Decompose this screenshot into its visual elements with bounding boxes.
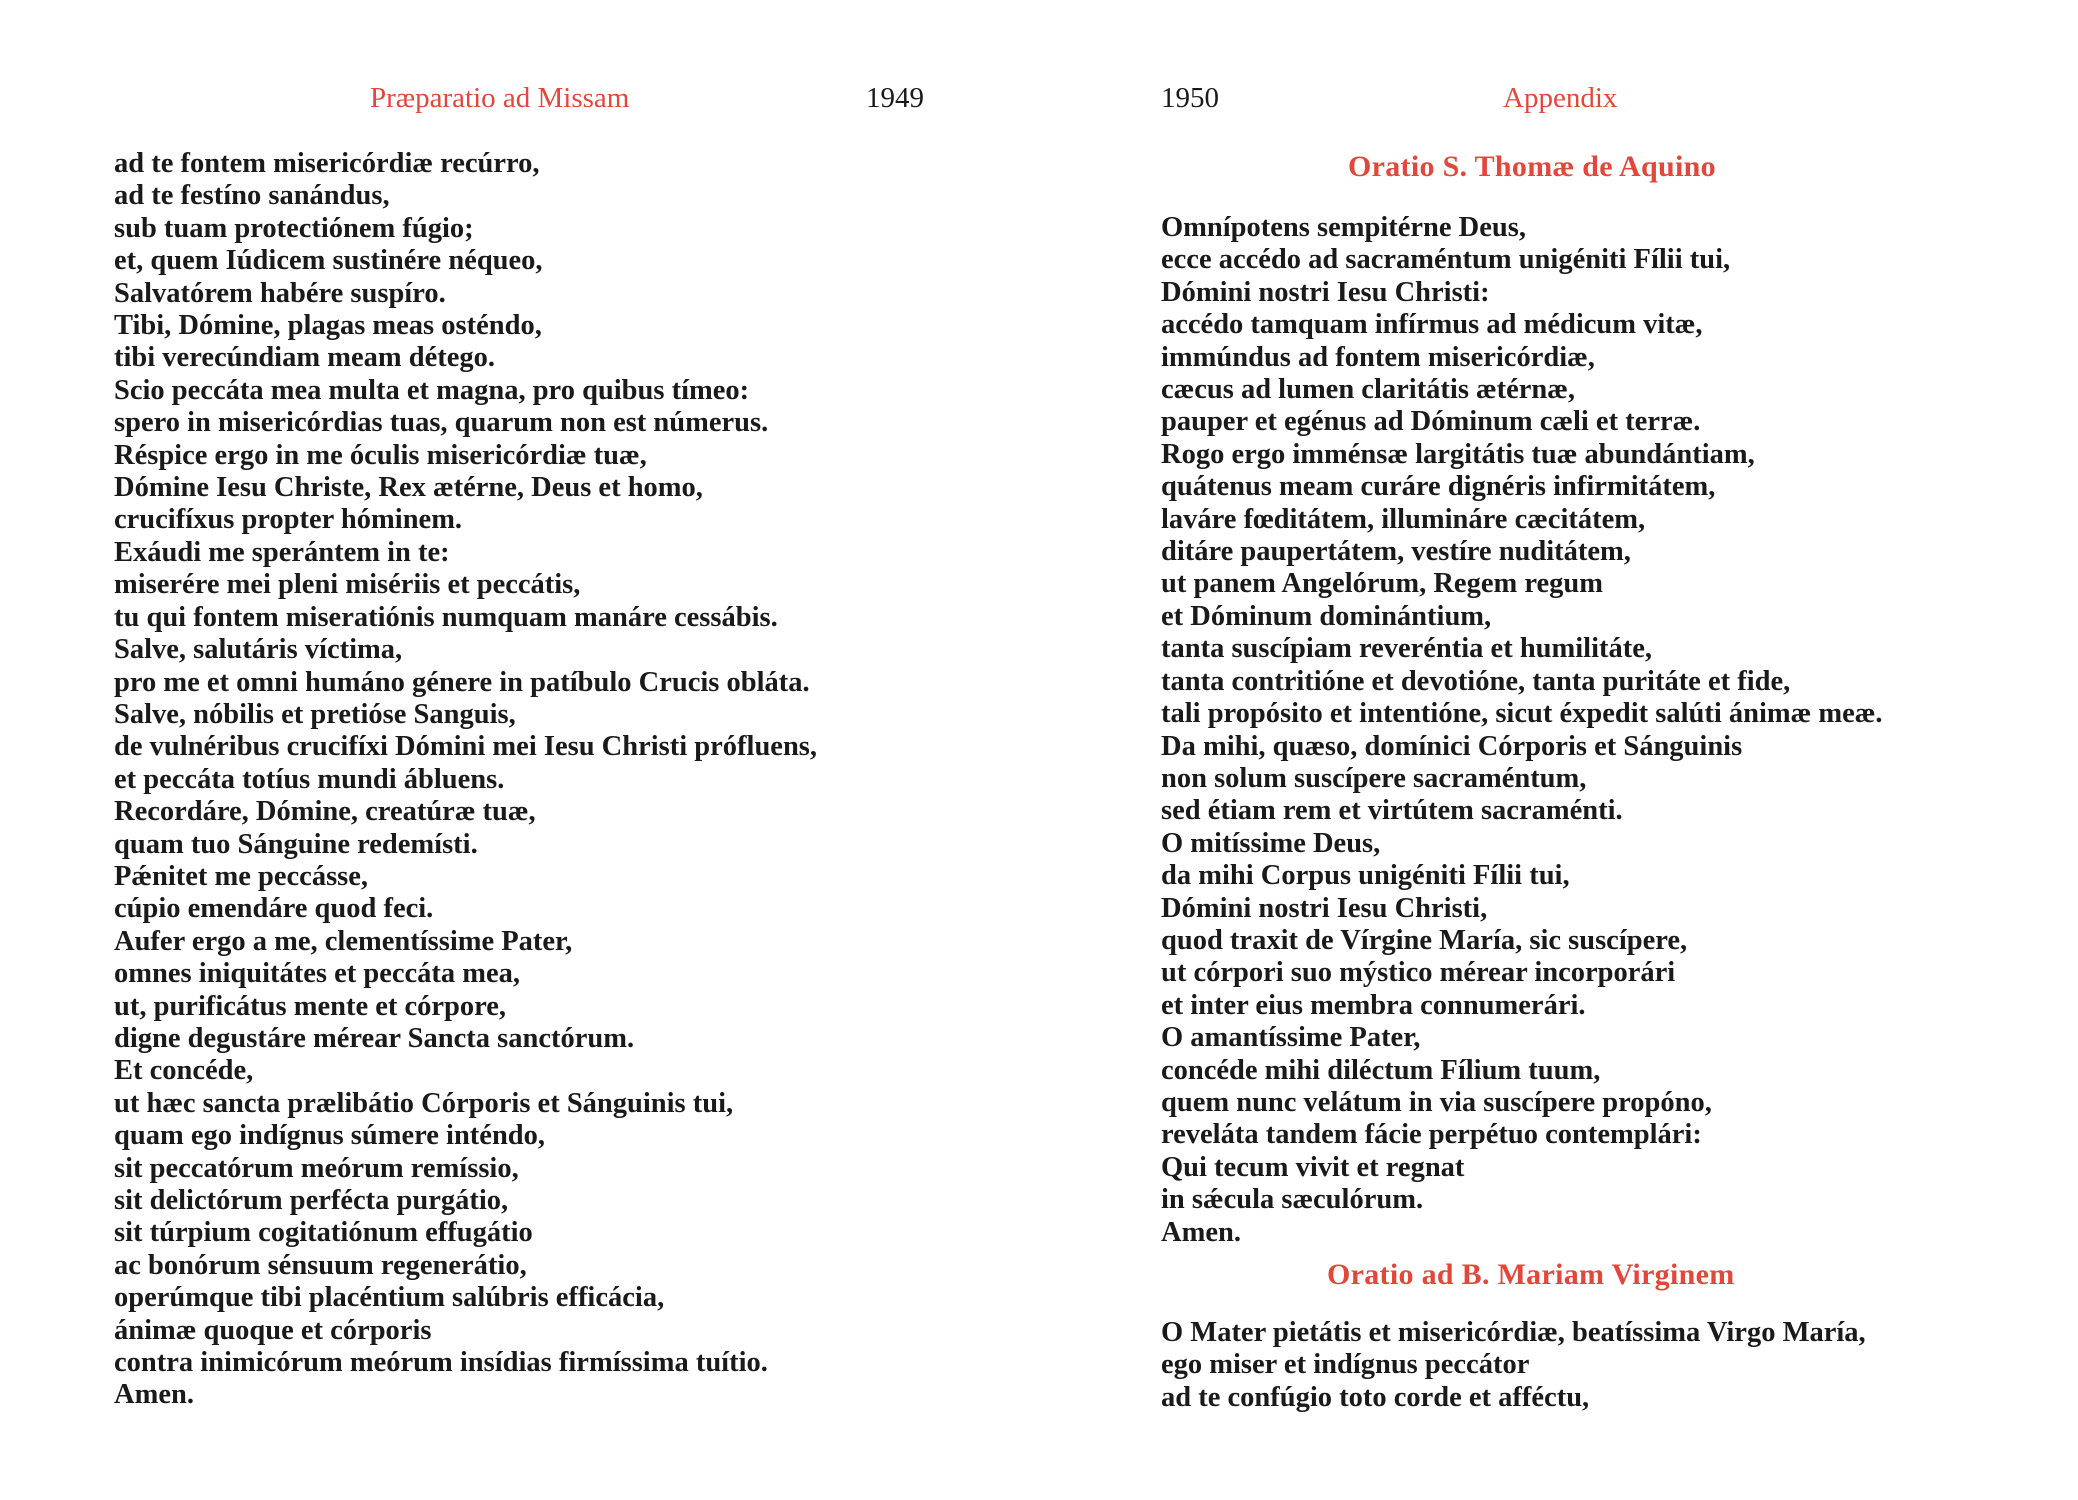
text-line: pauper et egénus ad Dóminum cæli et terræ.	[1161, 406, 1701, 438]
text-line: laváre fœditátem, illumináre cæcitátem,	[1161, 503, 1646, 535]
text-line: O mitíssime Deus,	[1161, 827, 1381, 859]
text-line: Amen.	[1161, 1216, 1241, 1248]
text-line: tu qui fontem miseratiónis numquam manáre cessábis.	[114, 601, 778, 633]
section-title: Oratio ad B. Mariam Virginem	[1327, 1258, 1735, 1291]
text-line: ut, purificátus mente et córpore,	[114, 990, 507, 1022]
text-line: tanta contritióne et devotióne, tanta puritáte et fide,	[1161, 665, 1791, 697]
text-line: reveláta tandem fácie perpétuo contemplári:	[1161, 1119, 1702, 1151]
text-line: Réspice ergo in me óculis misericórdiæ tuæ,	[114, 439, 647, 471]
text-line: Aufer ergo a me, clementíssime Pater,	[114, 925, 573, 957]
text-line: Qui tecum vivit et regnat	[1161, 1151, 1465, 1183]
text-line: da mihi Corpus unigéniti Fílii tui,	[1161, 860, 1570, 892]
text-line: Salve, salutáris víctima,	[114, 634, 403, 666]
text-line: Tibi, Dómine, plagas meas osténdo,	[114, 310, 542, 342]
text-line: Salvatórem habére suspíro.	[114, 277, 446, 309]
right-page	[1039, 0, 2078, 1500]
text-line: et peccáta totíus mundi ábluens.	[114, 763, 505, 795]
text-line: crucifíxus propter hóminem.	[114, 504, 463, 536]
text-line: ad te fontem misericórdiæ recúrro,	[114, 148, 540, 179]
text-line: Pǽnitet me peccásse,	[114, 860, 369, 892]
text-line: ac bonórum sénsuum regenerátio,	[114, 1249, 527, 1281]
page-number: 1950	[1161, 82, 1219, 114]
text-line: ut córpori suo mýstico mérear incorporári	[1161, 957, 1676, 989]
text-line: concéde mihi diléctum Fílium tuum,	[1161, 1054, 1601, 1086]
text-line: in sǽcula sæculórum.	[1161, 1184, 1424, 1216]
text-line: de vulnéribus crucifíxi Dómini mei Iesu Christi prófluens,	[114, 731, 818, 763]
text-line: Dómini nostri Iesu Christi,	[1161, 892, 1488, 924]
text-line: quátenus meam curáre dignéris infirmitátem,	[1161, 471, 1716, 503]
text-line: Salve, nóbilis et pretióse Sanguis,	[114, 698, 516, 730]
text-line: sit delictórum perfécta purgátio,	[114, 1185, 509, 1216]
text-line: Dómine Iesu Christe, Rex ætérne, Deus et homo,	[114, 472, 703, 504]
text-line: digne degustáre mérear Sancta sanctórum.	[114, 1022, 635, 1054]
text-line: pro me et omni humáno génere in patíbulo Crucis obláta.	[114, 666, 810, 698]
text-line: accédo tamquam infírmus ad médicum vitæ,	[1161, 309, 1703, 341]
text-line: O amantíssime Pater,	[1161, 1022, 1421, 1054]
text-line: Rogo ergo imménsæ largitátis tuæ abundántiam,	[1161, 438, 1755, 470]
text-line: tali propósito et intentióne, sicut éxpedit salúti ánimæ meæ.	[1161, 698, 1883, 730]
text-line: sit túrpium cogitatiónum effugátio	[114, 1217, 533, 1249]
text-line: quod traxit de Vírgine María, sic suscípere,	[1161, 924, 1688, 956]
text-line: operúmque tibi placéntium salúbris efficácia,	[114, 1282, 665, 1314]
text-line: immúndus ad fontem misericórdiæ,	[1161, 341, 1595, 373]
text-line: sed étiam rem et virtútem sacraménti.	[1161, 795, 1623, 827]
text-line: ut hæc sancta prælibátio Córporis et Sánguinis tui,	[114, 1087, 734, 1119]
text-line: Et concéde,	[114, 1055, 254, 1087]
text-line: sit peccatórum meórum remíssio,	[114, 1152, 519, 1184]
text-line: sub tuam protectiónem fúgio;	[114, 212, 474, 244]
running-title: Appendix	[1503, 82, 1618, 114]
text-line: miserére mei pleni misériis et peccátis,	[114, 569, 581, 601]
text-line: Dómini nostri Iesu Christi:	[1161, 276, 1490, 308]
text-line: ecce accédo ad sacraméntum unigéniti Fílii tui,	[1161, 244, 1731, 276]
text-line: et inter eius membra connumerári.	[1161, 989, 1586, 1021]
text-line: et Dóminum dominántium,	[1161, 600, 1492, 632]
text-line: ad te festíno sanándus,	[114, 180, 390, 212]
prayer-text	[1161, 212, 1882, 1249]
text-line: spero in misericórdias tuas, quarum non est númerus.	[114, 407, 769, 439]
text-line: cæcus ad lumen claritátis ætérnæ,	[1161, 374, 1575, 406]
text-line: ego miser et indígnus peccátor	[1161, 1349, 1530, 1381]
section-title: Oratio S. Thomæ de Aquino	[1348, 150, 1716, 183]
text-line: ad te confúgio toto corde et afféctu,	[1161, 1381, 1590, 1413]
text-line: Exáudi me sperántem in te:	[114, 536, 450, 568]
text-line: Amen.	[114, 1379, 194, 1411]
text-line: Da mihi, quæso, domínici Córporis et Sánguinis	[1161, 730, 1743, 762]
page-number: 1949	[866, 82, 924, 114]
text-line: Recordáre, Dómine, creatúræ tuæ,	[114, 796, 536, 828]
text-line: tibi verecúndiam meam détego.	[114, 342, 495, 374]
prayer-text	[114, 148, 817, 1412]
text-line: Scio peccáta mea multa et magna, pro quibus tímeo:	[114, 374, 750, 406]
text-line: omnes iniquitátes et peccáta mea,	[114, 958, 521, 990]
text-line: quem nunc velátum in via suscípere propóno,	[1161, 1086, 1712, 1118]
running-title: Præparatio ad Missam	[370, 82, 630, 114]
text-line: contra inimicórum meórum insídias firmíssima tuítio.	[114, 1347, 768, 1379]
text-line: ut panem Angelórum, Regem regum	[1161, 568, 1603, 600]
text-line: non solum suscípere sacraméntum,	[1161, 762, 1587, 794]
text-line: quam ego indígnus súmere inténdo,	[114, 1120, 546, 1152]
text-line: quam tuo Sánguine redemísti.	[114, 828, 478, 860]
text-line: O Mater pietátis et misericórdiæ, beatíssima Virgo María,	[1161, 1317, 1866, 1348]
text-line: ditáre paupertátem, vestíre nuditátem,	[1161, 536, 1631, 568]
prayer-text	[1161, 1317, 1866, 1414]
text-line: tanta suscípiam reveréntia et humilitáte,	[1161, 633, 1653, 665]
text-line: Omnípotens sempitérne Deus,	[1161, 212, 1526, 243]
text-line: et, quem Iúdicem sustinére néqueo,	[114, 245, 543, 277]
text-line: ánimæ quoque et córporis	[114, 1314, 432, 1346]
text-line: cúpio emendáre quod feci.	[114, 893, 434, 925]
